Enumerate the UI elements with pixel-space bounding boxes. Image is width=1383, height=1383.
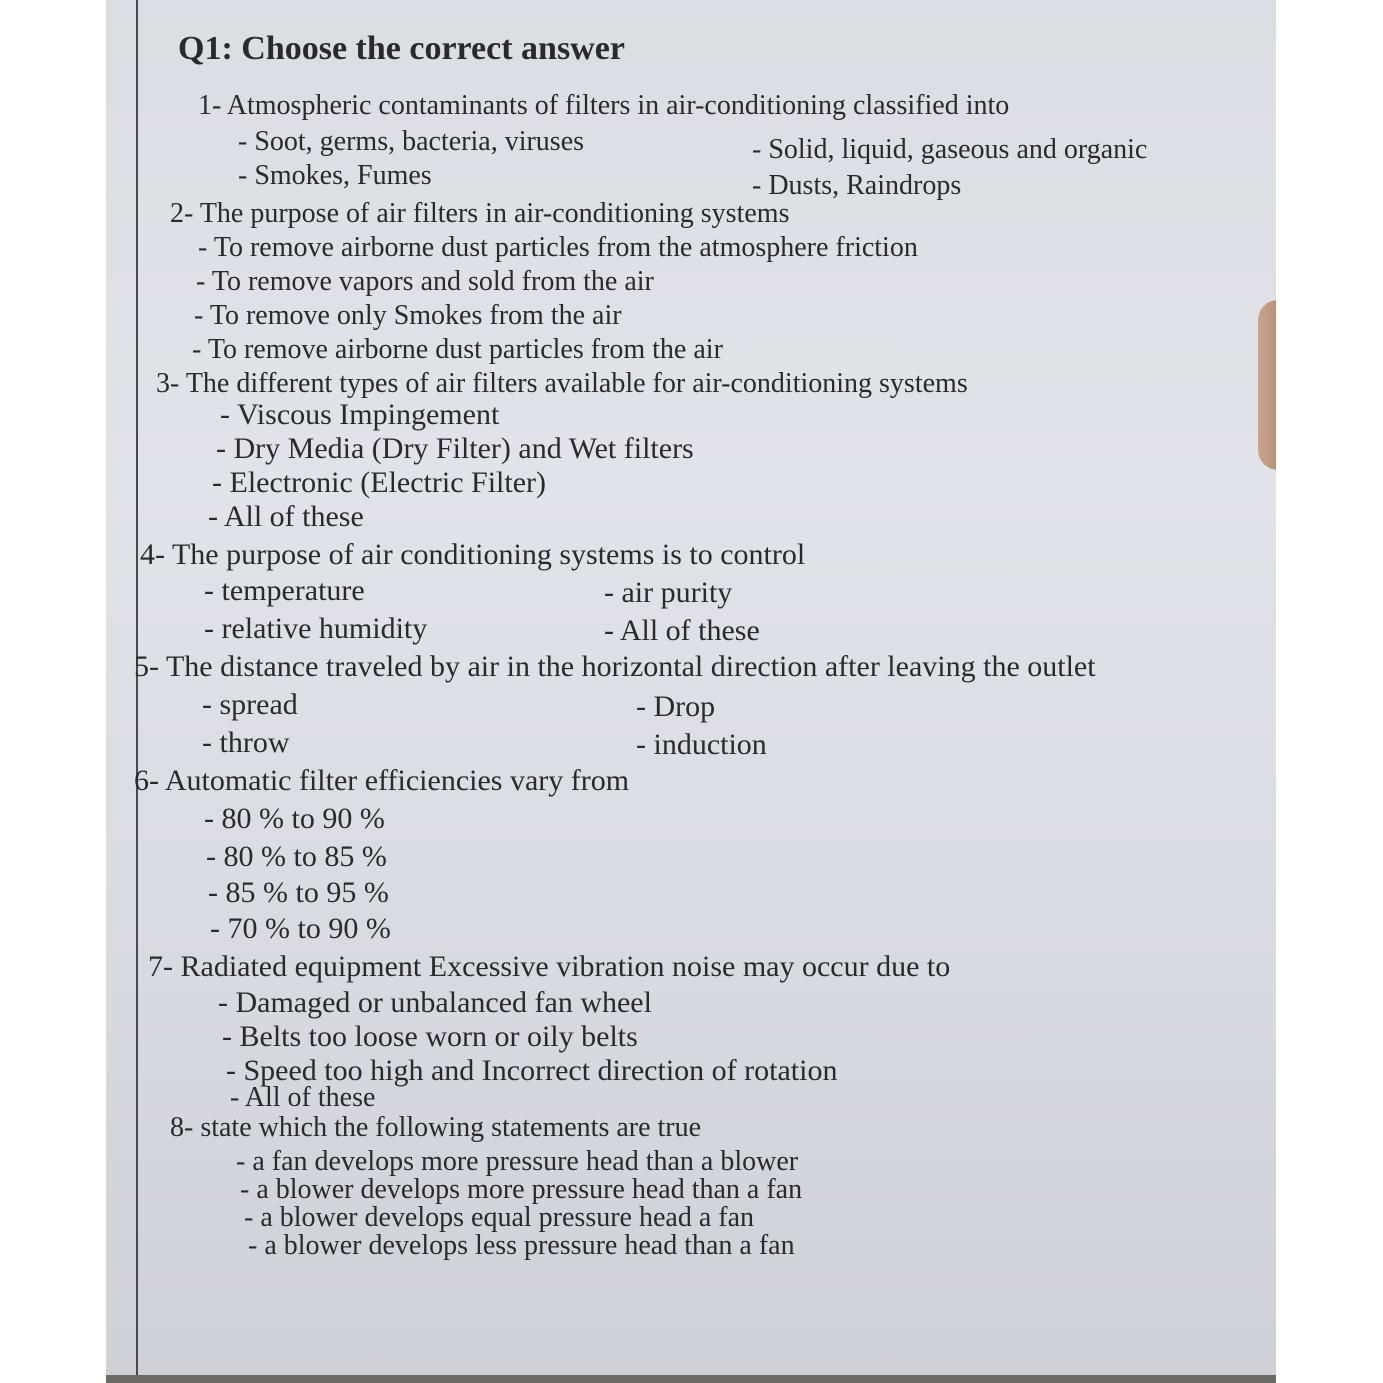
q3-option-a: - Viscous Impingement: [220, 398, 500, 431]
q5-option-b: - Drop: [636, 690, 716, 723]
q7-option-a: - Damaged or unbalanced fan wheel: [218, 986, 652, 1019]
thumb: [1258, 300, 1276, 470]
q8-option-a: - a fan develops more pressure head than a blower: [236, 1146, 799, 1177]
q4-option-b: - air purity: [604, 576, 733, 609]
q5-option-d: - induction: [636, 728, 767, 761]
q6-option-c: - 85 % to 95 %: [208, 876, 389, 909]
q3-option-d: - All of these: [208, 500, 364, 533]
q8-option-b: - a blower develops more pressure head than a fan: [240, 1174, 803, 1205]
q4-option-d: - All of these: [604, 614, 760, 647]
question-2: 2- The purpose of air filters in air-conditioning systems: [170, 198, 790, 229]
q4-option-c: - relative humidity: [204, 612, 428, 645]
q1-option-c: - Smokes, Fumes: [238, 160, 432, 191]
question-1: 1- Atmospheric contaminants of filters in air-conditioning classified into: [198, 90, 1010, 121]
q2-option-c: - To remove only Smokes from the air: [194, 300, 622, 331]
q1-option-b: - Solid, liquid, gaseous and organic: [752, 134, 1148, 165]
q2-option-b: - To remove vapors and sold from the air: [196, 266, 654, 297]
table-edge: [106, 1375, 1276, 1383]
q3-option-b: - Dry Media (Dry Filter) and Wet filters: [216, 432, 694, 465]
question-6: 6- Automatic filter efficiencies vary from: [134, 764, 630, 797]
q8-option-c: - a blower develops equal pressure head a fan: [244, 1202, 755, 1233]
q1-option-a: - Soot, germs, bacteria, viruses: [238, 126, 585, 157]
q3-option-c: - Electronic (Electric Filter): [212, 466, 546, 499]
question-4: 4- The purpose of air conditioning systems is to control: [140, 538, 806, 571]
question-7: 7- Radiated equipment Excessive vibration noise may occur due to: [148, 950, 951, 983]
question-5: 5- The distance traveled by air in the horizontal direction after leaving the outlet: [134, 650, 1096, 683]
q5-option-a: - spread: [202, 688, 298, 721]
q4-option-a: - temperature: [204, 574, 365, 607]
q6-option-b: - 80 % to 85 %: [206, 840, 387, 873]
q7-option-c: - Speed too high and Incorrect direction of rotation: [226, 1054, 838, 1087]
q2-option-a: - To remove airborne dust particles from the atmosphere friction: [198, 232, 918, 263]
q8-option-d: - a blower develops less pressure head than a fan: [248, 1230, 795, 1261]
q2-option-d: - To remove airborne dust particles from the air: [192, 334, 723, 365]
q1-option-d: - Dusts, Raindrops: [752, 170, 962, 201]
q7-option-d: - All of these: [230, 1082, 376, 1113]
q7-option-b: - Belts too loose worn or oily belts: [222, 1020, 638, 1053]
q6-option-a: - 80 % to 90 %: [204, 802, 385, 835]
worksheet-heading: Q1: Choose the correct answer: [178, 30, 625, 67]
q5-option-c: - throw: [202, 726, 290, 759]
question-3: 3- The different types of air filters available for air-conditioning systems: [156, 368, 968, 399]
question-8: 8- state which the following statements are true: [170, 1112, 702, 1143]
q6-option-d: - 70 % to 90 %: [210, 912, 391, 945]
